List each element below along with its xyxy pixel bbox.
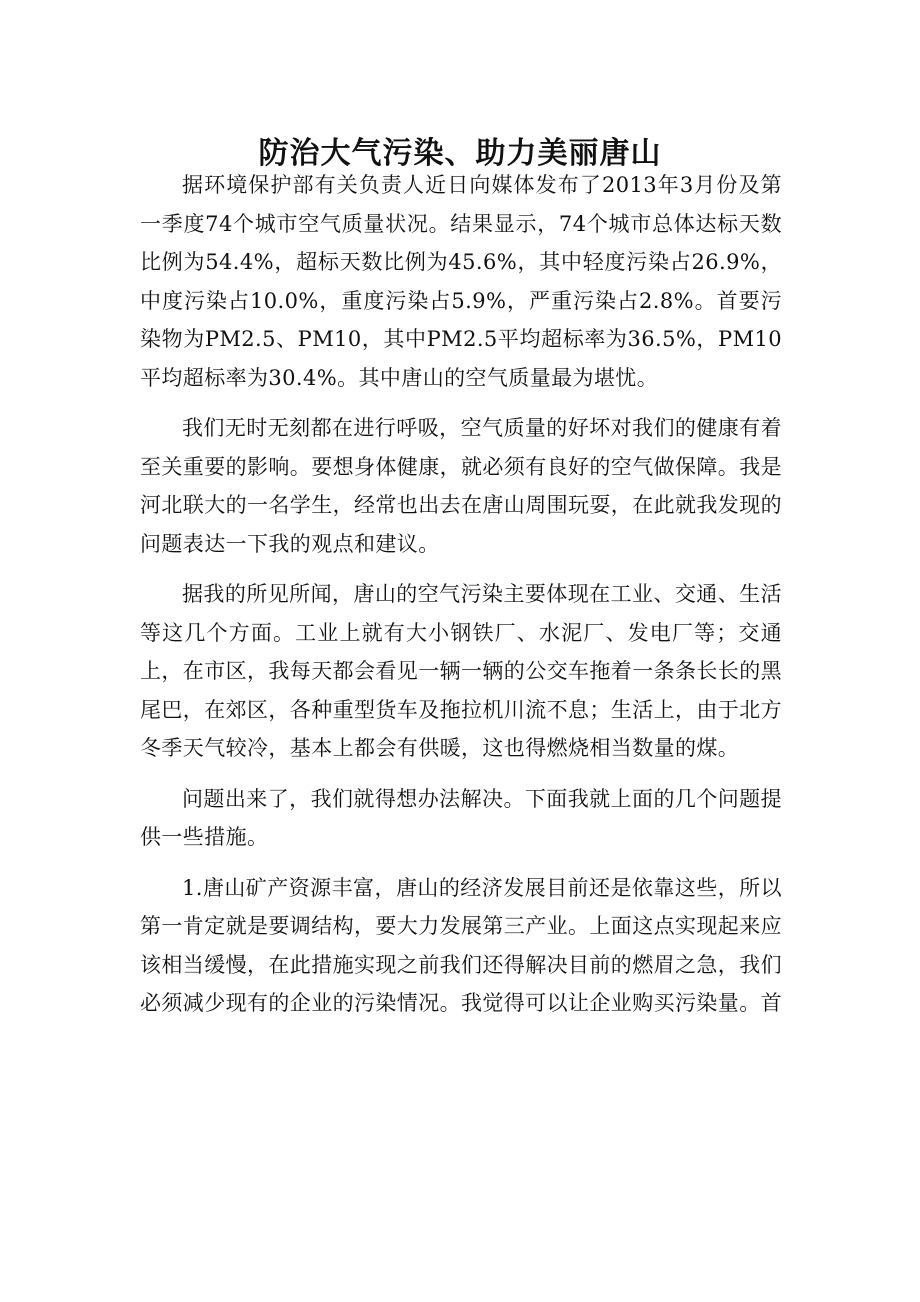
- document-body: [140, 166, 782, 1035]
- paragraph-health-importance: 我们无时无刻都在进行呼吸，空气质量的好坏对我们的健康有着至关重要的影响。要想身体健康，就必须有良好的空气做保障。我是河北联大的一名学生，经常也出去在唐山周围玩耍，在此就我发现的问题表达一下我的观点和建议。: [140, 416, 782, 556]
- paragraph-pollution-sources: 据我的所见所闻，唐山的空气污染主要体现在工业、交通、生活等这几个方面。工业上就有大小钢铁厂、水泥厂、发电厂等；交通上，在市区，我每天都会看见一辆一辆的公交车拖着一条条长长的黑尾巴，在郊区，各种重型货车及拖拉机川流不息；生活上，由于北方冬季天气较冷，基本上都会有供暖，这也得燃烧相当数量的煤。: [140, 582, 782, 760]
- paragraph-air-quality-report: 据环境保护部有关负责人近日向媒体发布了2013年3月份及第一季度74个城市空气质量状况。结果显示，74个城市总体达标天数比例为54.4%，超标天数比例为45.6%，其中轻度污染占26.9%，中度污染占10.0%，重度污染占5.9%，严重污染占2.8%。首要污染物为PM2.5、PM10，其中PM2.5平均超标率为36.5%，PM10平均超标率为30.4%。其中唐山的空气质量最为堪忧。: [140, 173, 782, 390]
- paragraph-measure-1: 1.唐山矿产资源丰富，唐山的经济发展目前还是依靠这些，所以第一肯定就是要调结构，要大力发展第三产业。上面这点实现起来应该相当缓慢，在此措施实现之前我们还得解决目前的燃眉之急，我们必须减少现有的企业的污染情况。我觉得可以让企业购买污染量。首: [140, 875, 782, 1015]
- paragraph-solutions-intro: 问题出来了，我们就得想办法解决。下面我就上面的几个问题提供一些措施。: [140, 786, 782, 849]
- document-title: 防治大气污染、助力美丽唐山: [258, 136, 662, 172]
